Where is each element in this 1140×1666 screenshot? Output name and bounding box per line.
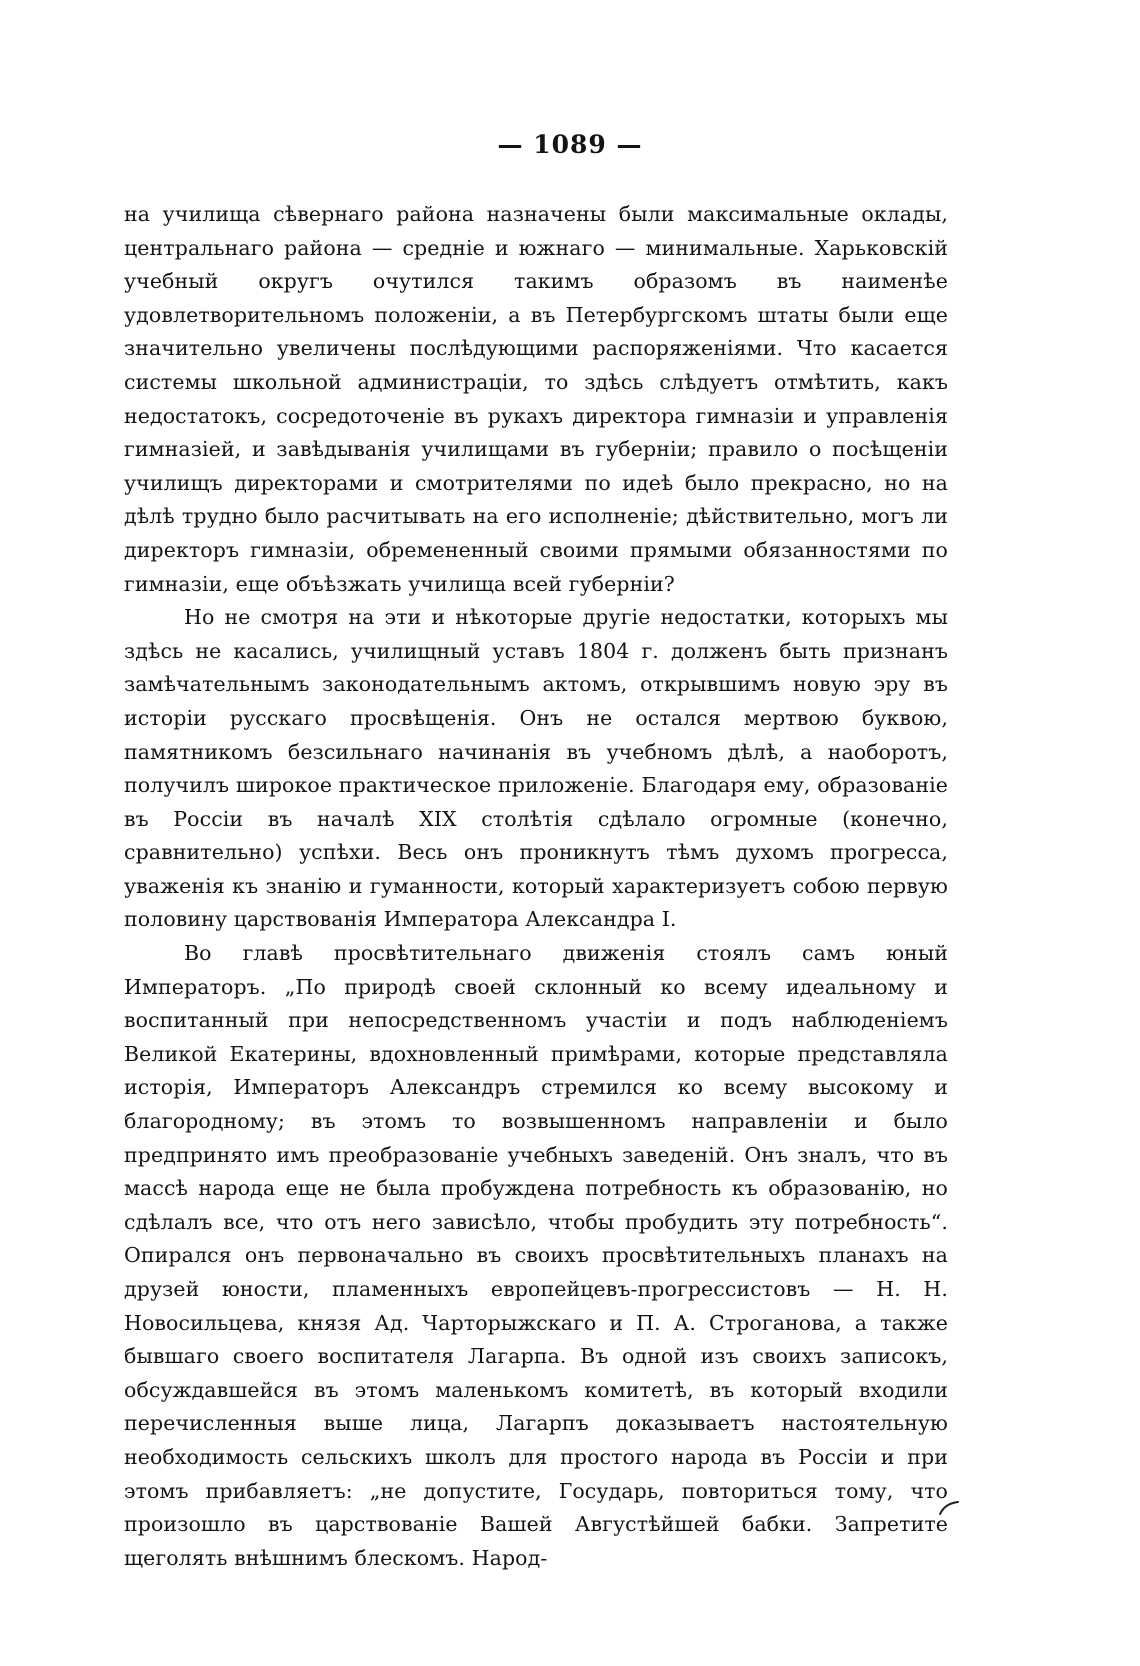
body-text [124,198,948,1575]
scan-mark-icon [938,1500,960,1516]
page-number: — 1089 — [497,130,643,159]
paragraph-emperor-alexander: Во главѣ просвѣтительнаго движенія стоялъ самъ юный Императоръ. „По природѣ своей склонный ко всему идеальному и воспитанный при непосредственномъ участіи и подъ наблюденіемъ Великой Екатерины, вдохновленный примѣрами, которые представляла исторія, Императоръ Александръ стремился ко всему высокому и благородному; въ этомъ то возвышенномъ направленіи и было предпринято имъ преобразованіе учебныхъ заведеній. Онъ зналъ, что въ массѣ народа еще не была пробуждена потребность къ образованію, но сдѣлалъ все, что отъ него зависѣло, чтобы пробудить эту потребность“. Опирался онъ первоначально въ своихъ просвѣтительныхъ планахъ на друзей юности, пламенныхъ европейцевъ-прогрессистовъ — Н. Н. Новосильцева, князя Ад. Чарторыжскаго и П. А. Строганова, а также бывшаго своего воспитателя Лагарпа. Въ одной изъ своихъ записокъ, обсуждавшейся въ этомъ маленькомъ комитетѣ, въ который входили перечисленныя выше лица, Лагарпъ доказываетъ настоятельную необходимость сельскихъ школъ для простого народа въ Россіи и при этомъ прибавляетъ: „не допустите, Государь, повториться тому, что произошло въ царствованіе Вашей Августѣйшей бабки. Запретите щеголять внѣшнимъ блескомъ. Народ- [124,941,948,1570]
paragraph-school-statute: Но не смотря на эти и нѣкоторые другіе недостатки, которыхъ мы здѣсь не касались, училищный уставъ 1804 г. долженъ быть признанъ замѣчательнымъ законодательнымъ актомъ, открывшимъ новую эру въ исторіи русскаго просвѣщенія. Онъ не остался мертвою буквою, памятникомъ безсильнаго начинанія въ учебномъ дѣлѣ, а наоборотъ, получилъ широкое практическое приложеніе. Благодаря ему, образованіе въ Россіи въ началѣ XIX столѣтія сдѣлало огромные (конечно, сравнительно) успѣхи. Весь онъ проникнутъ тѣмъ духомъ прогресса, уваженія къ знанію и гуманности, который характеризуетъ собою первую половину царствованія Императора Александра I. [124,605,948,932]
paragraph-continuation: на училища сѣвернаго района назначены были максимальные оклады, центральнаго района — средніе и южнаго — минимальные. Харьковскій учебный округъ очутился такимъ образомъ въ наименѣе удовлетворительномъ положеніи, а въ Петербургскомъ штаты были еще значительно увеличены послѣдующими распоряженіями. Что касается системы школьной администраціи, то здѣсь слѣдуетъ отмѣтить, какъ недостатокъ, сосредоточеніе въ рукахъ директора гимназіи и управленія гимназіей, и завѣдыванія училищами въ губерніи; правило о посѣщеніи училищъ директорами и смотрителями по идеѣ было прекрасно, но на дѣлѣ трудно было расчитывать на его исполненіе; дѣйствительно, могъ ли директоръ гимназіи, обремененный своими прямыми обязанностями по гимназіи, еще объѣзжать училища всей губерніи? [124,202,948,596]
